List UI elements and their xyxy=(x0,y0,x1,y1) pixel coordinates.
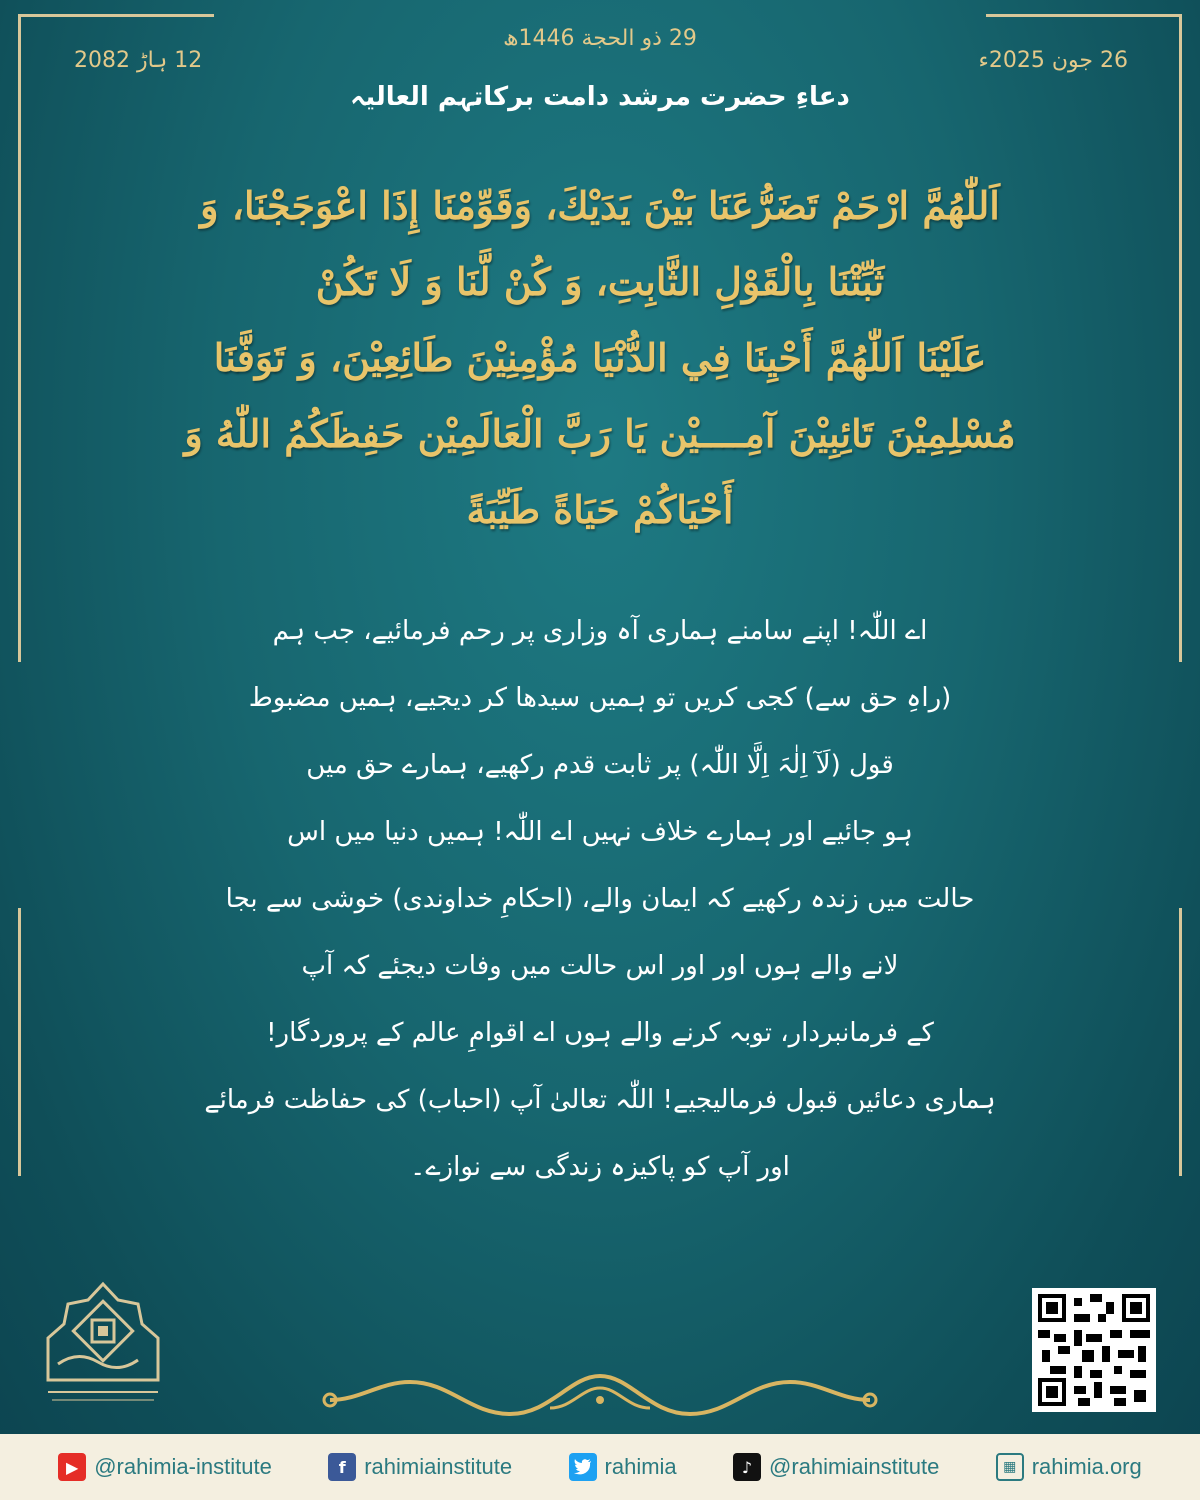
translation-line: ہو جائیے اور ہمارے خلاف نہیں اے اللّٰہ! ہمیں دنیا میں اس xyxy=(287,817,913,847)
dua-line: اَللّٰهُمَّ ارْحَمْ تَضَرُّعَنَا بَيْنَ يَدَيْكَ، وَقَوِّمْنَا إِذَا اعْوَجَجْنَا، وَ xyxy=(200,183,1000,228)
translation-line: قول (لَآ اِلٰہَ اِلَّا اللّٰہ) پر ثابت قدم رکھیے، ہمارے حق میں xyxy=(306,750,894,780)
dua-line: عَلَيْنَا اَللّٰهُمَّ أَحْيِنَا فِي الدُّنْيَا مُؤْمِنِيْنَ طَائِعِيْنَ، وَ تَوَفَّنَا xyxy=(213,335,987,380)
translation-line: حالت میں زندہ رکھیے کہ ایمان والے، (احکامِ خداوندی) خوشی سے بجا xyxy=(225,884,975,914)
youtube-link[interactable] xyxy=(58,1453,272,1481)
dua-line: أَحْيَاكُمْ حَيَاةً طَيِّبَةً xyxy=(466,487,734,532)
website-link[interactable] xyxy=(996,1453,1142,1481)
footer-bar xyxy=(0,1434,1200,1500)
bikrami-date: 12 ہاڑ 2082 xyxy=(74,48,203,73)
dua-line: مُسْلِمِيْنَ تَائِبِيْنَ آمِــــيْن يَا رَبَّ الْعَالَمِيْن حَفِظَكُمُ اللّٰهُ وَ xyxy=(184,411,1016,456)
website-label: rahimia.org xyxy=(1031,1454,1142,1479)
frame-left-lower xyxy=(18,908,21,1176)
translation-line: اور آپ کو پاکیزہ زندگی سے نوازے۔ xyxy=(410,1152,790,1182)
frame-top-left xyxy=(18,14,214,17)
youtube-icon: ▶ xyxy=(58,1453,86,1481)
tiktok-icon: ♪ xyxy=(733,1453,761,1481)
facebook-link[interactable] xyxy=(328,1453,512,1481)
twitter-link[interactable] xyxy=(569,1453,677,1481)
tiktok-label: @rahimiainstitute xyxy=(769,1454,940,1479)
youtube-label: @rahimia-institute xyxy=(94,1454,272,1479)
translation-line: کے فرمانبردار، توبہ کرنے والے ہوں اے اقوامِ عالم کے پروردگار! xyxy=(266,1018,934,1048)
translation-line: ہماری دعائیں قبول فرمالیجیے! اللّٰہ تعالیٰ آپ (احباب) کی حفاظت فرمائے xyxy=(204,1085,996,1115)
tiktok-link[interactable] xyxy=(733,1453,939,1481)
twitter-label: rahimia xyxy=(604,1454,677,1479)
ornament-divider xyxy=(300,1370,900,1420)
frame-top-right xyxy=(986,14,1182,17)
dua-line: ثَبِّتْنَا بِالْقَوْلِ الثَّابِتِ، وَ كُنْ لَّنَا وَ لَا تَكُنْ xyxy=(315,259,885,304)
translation-line: اے اللّٰہ! اپنے سامنے ہماری آہ وزاری پر رحم فرمائیے، جب ہم xyxy=(272,616,928,646)
frame-right-lower xyxy=(1179,908,1182,1176)
translation-line: (راہِ حق سے) کجی کریں تو ہمیں سیدھا کر دیجیے، ہمیں مضبوط xyxy=(248,683,952,713)
hijri-date: 29 ذو الحجة 1446ھ xyxy=(503,26,697,51)
twitter-icon xyxy=(569,1453,597,1481)
qr-code[interactable] xyxy=(1032,1288,1156,1412)
gregorian-date: 26 جون 2025ء xyxy=(978,48,1128,73)
website-icon: ▦ xyxy=(996,1453,1024,1481)
dua-arabic xyxy=(150,168,1050,548)
page-title: دعاءِ حضرت مرشد دامت برکاتہم العالیہ xyxy=(350,82,850,112)
institute-logo xyxy=(38,1280,168,1410)
translation-urdu xyxy=(150,598,1050,1201)
translation-line: لانے والے ہوں اور اور اس حالت میں وفات دیجئے کہ آپ xyxy=(301,951,899,981)
qr-code-pattern xyxy=(1038,1294,1150,1406)
facebook-label: rahimiainstitute xyxy=(364,1454,513,1479)
facebook-icon: f xyxy=(328,1453,356,1481)
